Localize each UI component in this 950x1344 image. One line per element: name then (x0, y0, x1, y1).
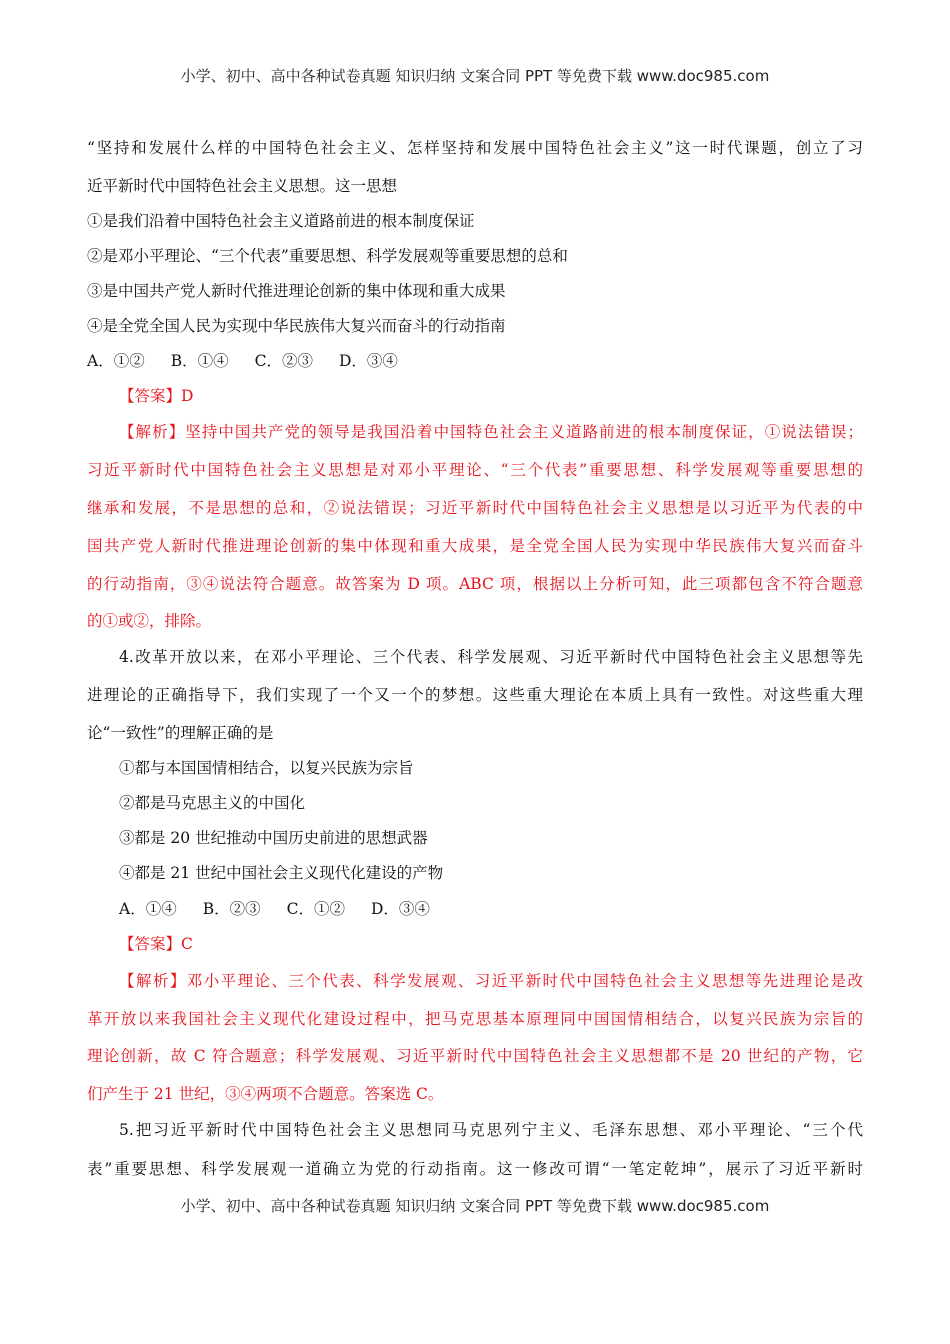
question-stem-line: 表”重要思想、科学发展观一道确立为党的行动指南。这一修改可谓“一笔定乾坤”，展示了习近平新时 (87, 1160, 863, 1178)
question-stem-line: “坚持和发展什么样的中国特色社会主义、怎样坚持和发展中国特色社会主义”这一时代课题，创立了习 (87, 139, 863, 157)
option-a: A．①② (87, 352, 145, 370)
option-c: C．①② (286, 900, 345, 918)
page-footer: 小学、初中、高中各种试卷真题 知识归纳 文案合同 PPT 等免费下载 www.doc985.com (180, 1197, 770, 1215)
question-stem-line: 4.改革开放以来，在邓小平理论、三个代表、科学发展观、习近平新时代中国特色社会主义思想等先 (119, 648, 863, 666)
option-d: D．③④ (370, 900, 430, 918)
analysis-line: 【解析】坚持中国共产党的领导是我国沿着中国特色社会主义道路前进的根本制度保证，①说法错误； (119, 423, 863, 441)
option-b: B．①④ (170, 352, 229, 370)
answer-options (119, 898, 895, 920)
analysis-line: 们产生于 21 世纪，③④两项不合题意。答案选 C。 (87, 1085, 444, 1103)
analysis-line: 革开放以来我国社会主义现代化建设过程中，把马克思基本原理同中国国情相结合，以复兴民族为宗旨的 (87, 1010, 863, 1028)
question-stem-line: 近平新时代中国特色社会主义思想。这一思想 (87, 177, 398, 195)
statement-item: ④都是 21 世纪中国社会主义现代化建设的产物 (119, 864, 444, 882)
answer-label: 【答案】D (119, 387, 194, 405)
option-c: C．②③ (254, 352, 313, 370)
statement-item: ③是中国共产党人新时代推进理论创新的集中体现和重大成果 (87, 282, 506, 300)
statement-item: ②是邓小平理论、“三个代表”重要思想、科学发展观等重要思想的总和 (87, 247, 568, 265)
answer-label: 【答案】C (119, 935, 193, 953)
option-b: B．②③ (202, 900, 261, 918)
analysis-line: 习近平新时代中国特色社会主义思想是对邓小平理论、“三个代表”重要思想、科学发展观等重要思想的 (87, 461, 863, 479)
analysis-line: 的行动指南，③④说法符合题意。故答案为 D 项。ABC 项，根据以上分析可知，此三项都包含不符合题意 (87, 575, 863, 593)
analysis-line: 国共产党人新时代推进理论创新的集中体现和重大成果，是全党全国人民为实现中华民族伟大复兴而奋斗 (87, 537, 863, 555)
statement-item: ④是全党全国人民为实现中华民族伟大复兴而奋斗的行动指南 (87, 317, 506, 335)
statement-item: ③都是 20 世纪推动中国历史前进的思想武器 (119, 829, 428, 847)
analysis-line: 【解析】邓小平理论、三个代表、科学发展观、习近平新时代中国特色社会主义思想等先进理论是改 (119, 972, 863, 990)
statement-item: ①是我们沿着中国特色社会主义道路前进的根本制度保证 (87, 212, 475, 230)
analysis-line: 理论创新，故 C 符合题意；科学发展观、习近平新时代中国特色社会主义思想都不是 20 世纪的产物，它 (87, 1047, 863, 1065)
answer-options (87, 350, 863, 372)
analysis-line: 的①或②，排除。 (87, 612, 212, 630)
page-header: 小学、初中、高中各种试卷真题 知识归纳 文案合同 PPT 等免费下载 www.doc985.com (180, 67, 770, 85)
option-d: D．③④ (338, 352, 398, 370)
statement-item: ①都与本国国情相结合，以复兴民族为宗旨 (119, 759, 414, 777)
statement-item: ②都是马克思主义的中国化 (119, 794, 306, 812)
analysis-line: 继承和发展，不是思想的总和，②说法错误；习近平新时代中国特色社会主义思想是以习近平为代表的中 (87, 499, 863, 517)
option-a: A．①④ (119, 900, 177, 918)
question-stem-line: 论“一致性”的理解正确的是 (87, 724, 274, 742)
question-stem-line: 进理论的正确指导下，我们实现了一个又一个的梦想。这些重大理论在本质上具有一致性。对这些重大理 (87, 686, 863, 704)
question-stem-line: 5.把习近平新时代中国特色社会主义思想同马克思列宁主义、毛泽东思想、邓小平理论、“三个代 (119, 1121, 863, 1139)
